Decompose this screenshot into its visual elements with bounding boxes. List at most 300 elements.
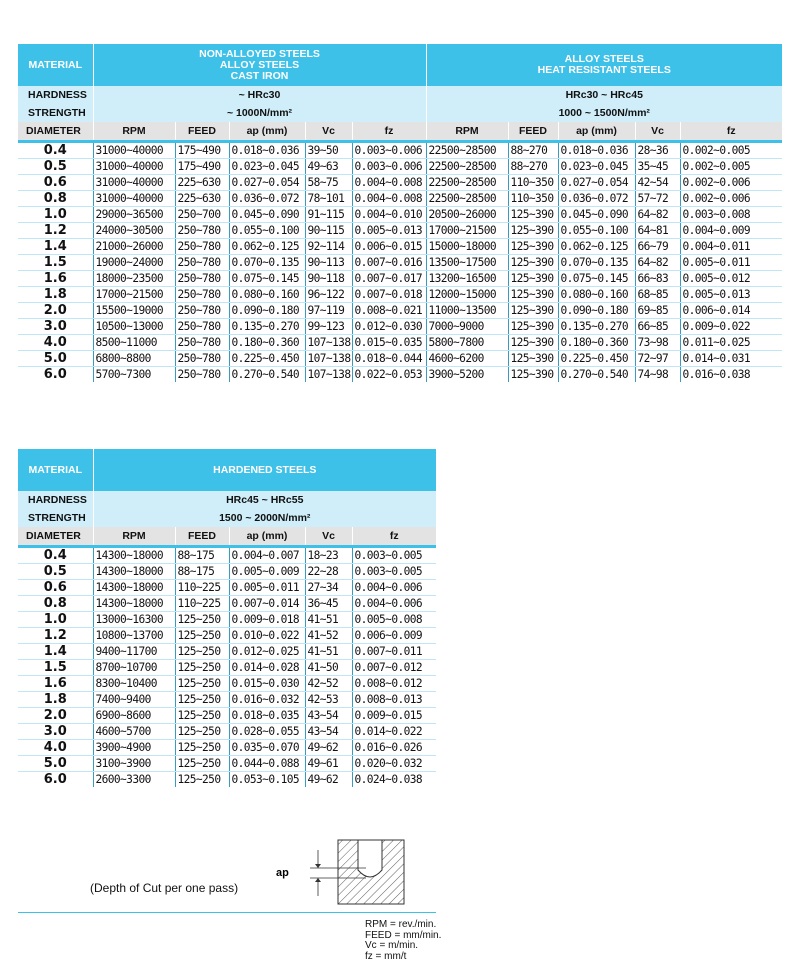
- table-cell: 99~123: [305, 318, 352, 334]
- diameter-cell: 6.0: [18, 771, 93, 787]
- table-cell: 92~114: [305, 238, 352, 254]
- table-cell: 0.055~0.100: [558, 222, 635, 238]
- ap-label: ap: [276, 867, 289, 879]
- table-cell: 250~780: [175, 334, 229, 350]
- table-row: [18, 270, 782, 286]
- table-cell: 0.012~0.025: [229, 643, 305, 659]
- col-header: Vc: [305, 527, 352, 546]
- material-group-2: ALLOY STEELS HEAT RESISTANT STEELS: [426, 44, 782, 86]
- table-cell: 250~780: [175, 254, 229, 270]
- table-cell: 0.008~0.021: [352, 302, 426, 318]
- diameter-cell: 0.5: [18, 158, 93, 174]
- table-cell: 0.004~0.008: [352, 174, 426, 190]
- table-cell: 8700~10700: [93, 659, 175, 675]
- table-cell: 14300~18000: [93, 595, 175, 611]
- table-cell: 0.044~0.088: [229, 755, 305, 771]
- col-header: ap (mm): [229, 527, 305, 546]
- table-cell: 8300~10400: [93, 675, 175, 691]
- table-cell: 0.002~0.005: [680, 141, 782, 158]
- table-cell: 72~97: [635, 350, 680, 366]
- table-cell: 0.180~0.360: [229, 334, 305, 350]
- table-cell: 0.004~0.009: [680, 222, 782, 238]
- col-header: fz: [352, 122, 426, 141]
- diameter-cell: 2.0: [18, 707, 93, 723]
- table-cell: 250~780: [175, 238, 229, 254]
- col-header: FEED: [175, 122, 229, 141]
- table-cell: 0.005~0.011: [680, 254, 782, 270]
- hardness-label: HARDNESS: [18, 86, 93, 104]
- table-cell: 125~390: [508, 238, 558, 254]
- table-cell: 0.010~0.022: [229, 627, 305, 643]
- table-row: [18, 190, 782, 206]
- strength-label: STRENGTH: [18, 509, 93, 527]
- table-row: [18, 691, 436, 707]
- table-cell: 0.028~0.055: [229, 723, 305, 739]
- table-cell: 0.008~0.012: [352, 675, 436, 691]
- table-row: [18, 595, 436, 611]
- table-cell: 0.003~0.006: [352, 158, 426, 174]
- table-cell: 3900~5200: [426, 366, 508, 382]
- table-cell: 36~45: [305, 595, 352, 611]
- table-row: [18, 546, 436, 563]
- table-row: [18, 739, 436, 755]
- table-cell: 125~250: [175, 659, 229, 675]
- table-cell: 39~50: [305, 141, 352, 158]
- table-cell: 0.007~0.012: [352, 659, 436, 675]
- table-cell: 125~250: [175, 707, 229, 723]
- table-cell: 4600~5700: [93, 723, 175, 739]
- table-cell: 0.055~0.100: [229, 222, 305, 238]
- col-header: ap (mm): [558, 122, 635, 141]
- table-row: [18, 659, 436, 675]
- table-row: [18, 723, 436, 739]
- cutting-table-hardened: [18, 449, 436, 787]
- table-cell: 58~75: [305, 174, 352, 190]
- diameter-label: DIAMETER: [18, 122, 93, 141]
- table-cell: 42~53: [305, 691, 352, 707]
- table-cell: 125~390: [508, 366, 558, 382]
- table-cell: 28~36: [635, 141, 680, 158]
- table-cell: 0.015~0.030: [229, 675, 305, 691]
- diameter-cell: 1.4: [18, 238, 93, 254]
- diameter-label: DIAMETER: [18, 527, 93, 546]
- table-row: [18, 563, 436, 579]
- col-header: FEED: [175, 527, 229, 546]
- table-cell: 0.062~0.125: [229, 238, 305, 254]
- table-cell: 0.006~0.014: [680, 302, 782, 318]
- table-cell: 64~82: [635, 206, 680, 222]
- table-cell: 14300~18000: [93, 563, 175, 579]
- table-cell: 24000~30500: [93, 222, 175, 238]
- table-cell: 0.075~0.145: [229, 270, 305, 286]
- depth-of-cut-diagram: [270, 836, 410, 908]
- table-cell: 31000~40000: [93, 158, 175, 174]
- table-cell: 49~62: [305, 739, 352, 755]
- table-cell: 0.004~0.011: [680, 238, 782, 254]
- table-cell: 31000~40000: [93, 141, 175, 158]
- strength-group-2: 1000 ~ 1500N/mm²: [426, 104, 782, 122]
- table-cell: 29000~36500: [93, 206, 175, 222]
- table-cell: 175~490: [175, 141, 229, 158]
- table-cell: 0.036~0.072: [229, 190, 305, 206]
- table-cell: 66~79: [635, 238, 680, 254]
- table-cell: 0.007~0.014: [229, 595, 305, 611]
- table-cell: 250~780: [175, 286, 229, 302]
- table-cell: 88~270: [508, 158, 558, 174]
- table-cell: 14300~18000: [93, 579, 175, 595]
- table-cell: 13000~16300: [93, 611, 175, 627]
- diameter-cell: 5.0: [18, 755, 93, 771]
- table-cell: 64~81: [635, 222, 680, 238]
- material-hardened: HARDENED STEELS: [93, 449, 436, 491]
- diameter-cell: 5.0: [18, 350, 93, 366]
- table-cell: 110~350: [508, 190, 558, 206]
- hardness-hardened: HRc45 ~ HRc55: [93, 491, 436, 509]
- table-cell: 125~250: [175, 611, 229, 627]
- table-cell: 49~61: [305, 755, 352, 771]
- table-cell: 69~85: [635, 302, 680, 318]
- col-header: FEED: [508, 122, 558, 141]
- table-cell: 0.009~0.022: [680, 318, 782, 334]
- table-row: [18, 643, 436, 659]
- table-cell: 0.006~0.015: [352, 238, 426, 254]
- table-cell: 0.075~0.145: [558, 270, 635, 286]
- table-cell: 0.003~0.005: [352, 563, 436, 579]
- table-cell: 0.135~0.270: [229, 318, 305, 334]
- table-cell: 0.045~0.090: [558, 206, 635, 222]
- table-cell: 0.005~0.012: [680, 270, 782, 286]
- table-cell: 5800~7800: [426, 334, 508, 350]
- table-cell: 0.270~0.540: [229, 366, 305, 382]
- table-cell: 0.053~0.105: [229, 771, 305, 787]
- table-cell: 0.090~0.180: [229, 302, 305, 318]
- table-cell: 0.225~0.450: [229, 350, 305, 366]
- diameter-cell: 1.5: [18, 659, 93, 675]
- table-row: [18, 206, 782, 222]
- table-cell: 0.135~0.270: [558, 318, 635, 334]
- diameter-cell: 0.8: [18, 190, 93, 206]
- diameter-cell: 3.0: [18, 723, 93, 739]
- table-row: [18, 350, 782, 366]
- table-cell: 125~390: [508, 318, 558, 334]
- table-cell: 0.009~0.018: [229, 611, 305, 627]
- table-cell: 0.080~0.160: [558, 286, 635, 302]
- table-cell: 0.014~0.031: [680, 350, 782, 366]
- col-header: RPM: [93, 122, 175, 141]
- table-cell: 18000~23500: [93, 270, 175, 286]
- table-cell: 125~390: [508, 222, 558, 238]
- table-cell: 0.004~0.007: [229, 546, 305, 563]
- table-cell: 57~72: [635, 190, 680, 206]
- table-cell: 21000~26000: [93, 238, 175, 254]
- table-cell: 110~225: [175, 595, 229, 611]
- table-cell: 0.045~0.090: [229, 206, 305, 222]
- table-cell: 7000~9000: [426, 318, 508, 334]
- diameter-cell: 1.6: [18, 270, 93, 286]
- hardness-group-2: HRc30 ~ HRc45: [426, 86, 782, 104]
- table-cell: 0.004~0.010: [352, 206, 426, 222]
- table-cell: 0.002~0.005: [680, 158, 782, 174]
- diameter-cell: 1.5: [18, 254, 93, 270]
- table-cell: 15500~19000: [93, 302, 175, 318]
- table-row: [18, 675, 436, 691]
- table-cell: 0.020~0.032: [352, 755, 436, 771]
- table-cell: 11000~13500: [426, 302, 508, 318]
- table-cell: 3100~3900: [93, 755, 175, 771]
- table-cell: 8500~11000: [93, 334, 175, 350]
- table-cell: 0.080~0.160: [229, 286, 305, 302]
- table-cell: 250~780: [175, 302, 229, 318]
- table-cell: 17000~21500: [426, 222, 508, 238]
- table-cell: 10800~13700: [93, 627, 175, 643]
- table-row: [18, 755, 436, 771]
- table-cell: 0.036~0.072: [558, 190, 635, 206]
- table-cell: 125~250: [175, 675, 229, 691]
- table-cell: 88~175: [175, 563, 229, 579]
- table-cell: 22500~28500: [426, 174, 508, 190]
- table-cell: 0.002~0.006: [680, 174, 782, 190]
- table-cell: 18~23: [305, 546, 352, 563]
- table-cell: 22~28: [305, 563, 352, 579]
- table-cell: 0.270~0.540: [558, 366, 635, 382]
- table-cell: 0.027~0.054: [558, 174, 635, 190]
- unit-rpm: RPM = rev./min.: [365, 919, 437, 930]
- table-row: [18, 174, 782, 190]
- table-row: [18, 238, 782, 254]
- diameter-cell: 1.2: [18, 627, 93, 643]
- table-cell: 9400~11700: [93, 643, 175, 659]
- diameter-cell: 6.0: [18, 366, 93, 382]
- table-cell: 41~51: [305, 643, 352, 659]
- table-cell: 0.062~0.125: [558, 238, 635, 254]
- table-cell: 0.024~0.038: [354, 772, 422, 786]
- table-cell: 0.007~0.011: [352, 643, 436, 659]
- table-cell: 0.004~0.006: [352, 595, 436, 611]
- table-cell: 3900~4900: [93, 739, 175, 755]
- table-cell: 0.004~0.006: [352, 579, 436, 595]
- table-row: [18, 222, 782, 238]
- unit-vc: Vc = m/min.: [365, 940, 419, 951]
- table-cell: 125~390: [508, 350, 558, 366]
- table-cell: 22500~28500: [426, 141, 508, 158]
- table-cell: 10500~13000: [93, 318, 175, 334]
- table-cell: 43~54: [305, 707, 352, 723]
- table-cell: 0.005~0.011: [229, 579, 305, 595]
- table-cell: 0.007~0.016: [352, 254, 426, 270]
- table-cell: 125~250: [175, 643, 229, 659]
- table-cell: 0.016~0.032: [229, 691, 305, 707]
- table-cell: 22500~28500: [426, 158, 508, 174]
- table-cell: 19000~24000: [93, 254, 175, 270]
- table-cell: 250~780: [175, 222, 229, 238]
- diameter-cell: 0.5: [18, 563, 93, 579]
- table-cell: 14300~18000: [93, 546, 175, 563]
- diameter-cell: 1.8: [18, 286, 93, 302]
- table-cell: 110~225: [175, 579, 229, 595]
- table-cell: 125~250: [175, 723, 229, 739]
- table-cell: 0.023~0.045: [558, 158, 635, 174]
- table-row: [18, 334, 782, 350]
- table-cell: 91~115: [305, 206, 352, 222]
- table-cell: 0.018~0.036: [229, 141, 305, 158]
- table-cell: 125~390: [508, 270, 558, 286]
- table-cell: 110~350: [508, 174, 558, 190]
- table-cell: 35~45: [635, 158, 680, 174]
- table-cell: 43~54: [305, 723, 352, 739]
- table-row: [18, 302, 782, 318]
- table-cell: 96~122: [305, 286, 352, 302]
- col-header: RPM: [426, 122, 508, 141]
- table-cell: 0.014~0.022: [352, 723, 436, 739]
- material-group-1: NON-ALLOYED STEELS ALLOY STEELS CAST IRON: [93, 44, 426, 86]
- table-cell: 0.090~0.180: [558, 302, 635, 318]
- table-cell: 250~780: [175, 318, 229, 334]
- table-cell: 0.005~0.013: [680, 286, 782, 302]
- table-row: [18, 771, 436, 787]
- table-cell: 125~390: [508, 334, 558, 350]
- table-cell: 125~250: [175, 755, 229, 771]
- table-cell: 250~700: [175, 206, 229, 222]
- table-row: [18, 579, 436, 595]
- table-cell: 0.005~0.013: [352, 222, 426, 238]
- table-cell: 4600~6200: [426, 350, 508, 366]
- cutting-table-general: [18, 44, 782, 382]
- table-cell: 125~390: [508, 286, 558, 302]
- table-cell: 0.004~0.008: [352, 190, 426, 206]
- diameter-cell: 1.2: [18, 222, 93, 238]
- table-cell: 0.008~0.013: [352, 691, 436, 707]
- table-cell: 49~63: [305, 158, 352, 174]
- table-cell: 250~780: [175, 366, 229, 382]
- diameter-cell: 0.6: [18, 174, 93, 190]
- table-cell: 88~175: [175, 546, 229, 563]
- diameter-cell: 1.4: [18, 643, 93, 659]
- table-cell: 90~118: [305, 270, 352, 286]
- table-cell: 68~85: [635, 286, 680, 302]
- table-cell: 0.003~0.008: [680, 206, 782, 222]
- table-cell: 125~250: [175, 739, 229, 755]
- table-cell: 0.009~0.015: [352, 707, 436, 723]
- table-cell: 125~390: [508, 206, 558, 222]
- table-cell: 15000~18000: [426, 238, 508, 254]
- table-cell: 0.012~0.030: [352, 318, 426, 334]
- table2-body: [18, 546, 436, 787]
- table-cell: 0.018~0.035: [229, 707, 305, 723]
- table-cell: 0.015~0.035: [352, 334, 426, 350]
- table-cell: 12000~15000: [426, 286, 508, 302]
- table-cell: 7400~9400: [93, 691, 175, 707]
- table-cell: 41~52: [305, 627, 352, 643]
- diameter-cell: 1.8: [18, 691, 93, 707]
- table-cell: 2600~3300: [93, 771, 175, 787]
- table-cell: 20500~26000: [426, 206, 508, 222]
- table-cell: 78~101: [305, 190, 352, 206]
- table-cell: 31000~40000: [93, 190, 175, 206]
- table-cell: 0.002~0.006: [680, 190, 782, 206]
- hardness-group-1: ~ HRc30: [93, 86, 426, 104]
- table-cell: 88~270: [508, 141, 558, 158]
- table-row: [18, 141, 782, 158]
- table-cell: 125~250: [175, 771, 229, 787]
- diameter-cell: 0.4: [18, 546, 93, 563]
- table-cell: 42~54: [635, 174, 680, 190]
- table-cell: 0.014~0.028: [229, 659, 305, 675]
- diameter-cell: 0.6: [18, 579, 93, 595]
- material-label: MATERIAL: [18, 44, 93, 86]
- table-cell: 6800~8800: [93, 350, 175, 366]
- diameter-cell: 2.0: [18, 302, 93, 318]
- diameter-cell: 0.4: [18, 141, 93, 158]
- table-cell: 0.016~0.038: [682, 367, 750, 381]
- table-row: [18, 627, 436, 643]
- table-cell: 0.180~0.360: [558, 334, 635, 350]
- table-cell: 0.011~0.025: [680, 334, 782, 350]
- col-header: Vc: [635, 122, 680, 141]
- table-cell: 90~113: [305, 254, 352, 270]
- table-cell: 0.003~0.005: [352, 546, 436, 563]
- table-cell: 225~630: [175, 190, 229, 206]
- diameter-cell: 1.0: [18, 611, 93, 627]
- table-cell: 66~83: [635, 270, 680, 286]
- table-cell: 0.007~0.018: [352, 286, 426, 302]
- table-cell: 107~138: [305, 350, 352, 366]
- table-cell: 17000~21500: [93, 286, 175, 302]
- table-cell: 49~62: [305, 771, 352, 787]
- table-cell: 0.018~0.044: [352, 350, 426, 366]
- diameter-cell: 4.0: [18, 334, 93, 350]
- table-cell: 90~115: [305, 222, 352, 238]
- table-cell: 66~85: [635, 318, 680, 334]
- table-cell: 13500~17500: [426, 254, 508, 270]
- table-cell: 0.018~0.036: [558, 141, 635, 158]
- table-cell: 13200~16500: [426, 270, 508, 286]
- diameter-cell: 1.6: [18, 675, 93, 691]
- table-row: [18, 254, 782, 270]
- table-cell: 6900~8600: [93, 707, 175, 723]
- table-cell: 250~780: [175, 270, 229, 286]
- table-cell: 27~34: [305, 579, 352, 595]
- table-cell: 125~390: [508, 302, 558, 318]
- table-cell: 31000~40000: [93, 174, 175, 190]
- table1-body: [18, 141, 782, 382]
- table-row: [18, 158, 782, 174]
- unit-feed: FEED = mm/min.: [365, 929, 442, 941]
- table-cell: 0.006~0.009: [352, 627, 436, 643]
- material-label: MATERIAL: [18, 449, 93, 491]
- diameter-cell: 4.0: [18, 739, 93, 755]
- table-cell: 0.022~0.053: [352, 366, 426, 382]
- strength-hardened: 1500 ~ 2000N/mm²: [93, 509, 436, 527]
- col-header: Vc: [305, 122, 352, 141]
- units-legend: [365, 920, 441, 962]
- col-header: RPM: [93, 527, 175, 546]
- diameter-cell: 1.0: [18, 206, 93, 222]
- table-row: [18, 707, 436, 723]
- table-cell: 42~52: [305, 675, 352, 691]
- table-cell: 41~51: [305, 611, 352, 627]
- table-cell: 5700~7300: [93, 366, 175, 382]
- unit-fz: fz = mm/t: [365, 950, 407, 962]
- table-row: [18, 318, 782, 334]
- table-row: [18, 366, 782, 382]
- strength-group-1: ~ 1000N/mm²: [93, 104, 426, 122]
- table-cell: 107~138: [305, 366, 352, 382]
- diameter-cell: 0.8: [18, 595, 93, 611]
- table-cell: 0.005~0.008: [352, 611, 436, 627]
- table-cell: 107~138: [305, 334, 352, 350]
- table-cell: 0.070~0.135: [229, 254, 305, 270]
- strength-label: STRENGTH: [18, 104, 93, 122]
